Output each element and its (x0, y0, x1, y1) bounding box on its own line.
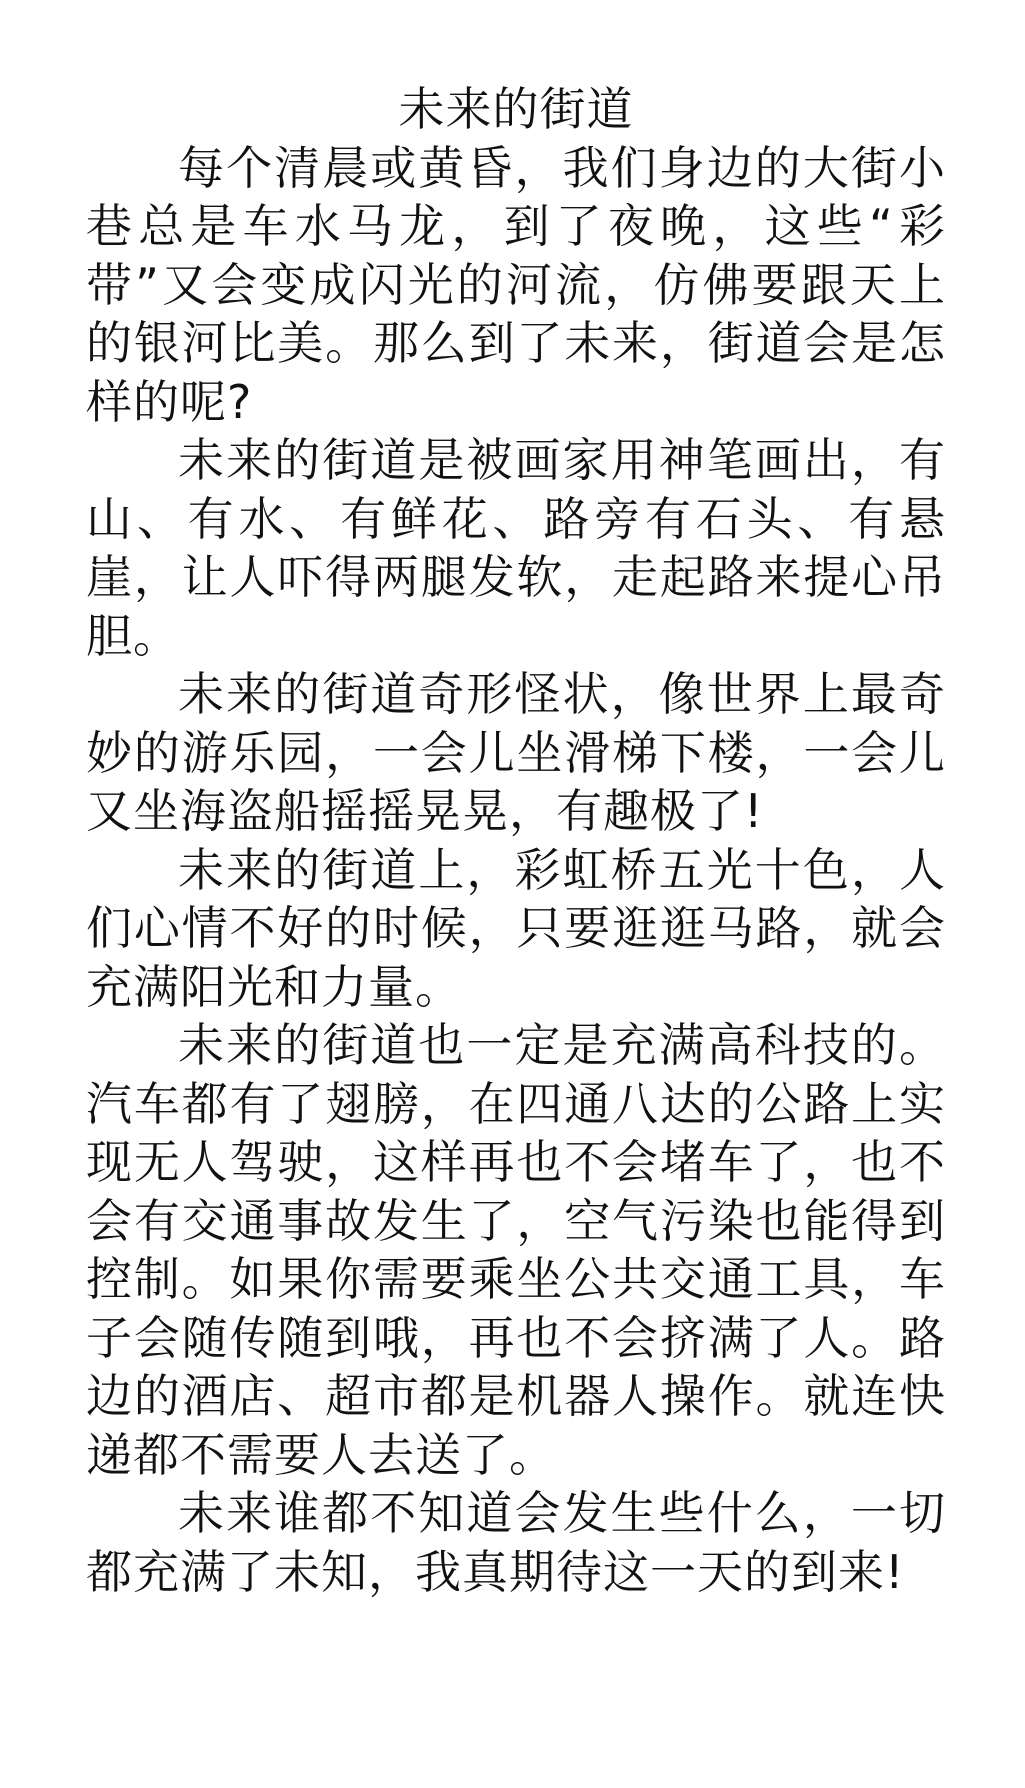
paragraph-2: 未来的街道是被画家用神笔画出，有山、有水、有鲜花、路旁有石头、有悬崖，让人吓得两腿发软，走起路来提心吊胆。 (86, 433, 946, 663)
paragraph-1: 每个清晨或黄昏，我们身边的大街小巷总是车水马龙，到了夜晚，这些“彩带”又会变成闪光的河流，仿佛要跟天上的银河比美。那么到了未来，街道会是怎样的呢? (86, 140, 946, 429)
paragraph-5: 未来的街道也一定是充满高科技的。汽车都有了翅膀，在四通八达的公路上实现无人驾驶，这样再也不会堵车了，也不会有交通事故发生了，空气污染也能得到控制。如果你需要乘坐公共交通工具，车子会随传随到哦，再也不会挤满了人。路边的酒店、超市都是机器人操作。就连快递都不需要人去送了。 (86, 1018, 946, 1482)
paragraph-3: 未来的街道奇形怪状，像世界上最奇妙的游乐园，一会儿坐滑梯下楼，一会儿又坐海盗船摇摇晃晃，有趣极了! (86, 667, 946, 838)
paragraph-4: 未来的街道上，彩虹桥五光十色，人们心情不好的时候，只要逛逛马路，就会充满阳光和力量。 (86, 842, 946, 1014)
paragraph-6: 未来谁都不知道会发生些什么，一切都充满了未知，我真期待这一天的到来! (86, 1486, 946, 1599)
essay-page (86, 80, 946, 1601)
essay-title: 未来的街道 (398, 82, 634, 136)
